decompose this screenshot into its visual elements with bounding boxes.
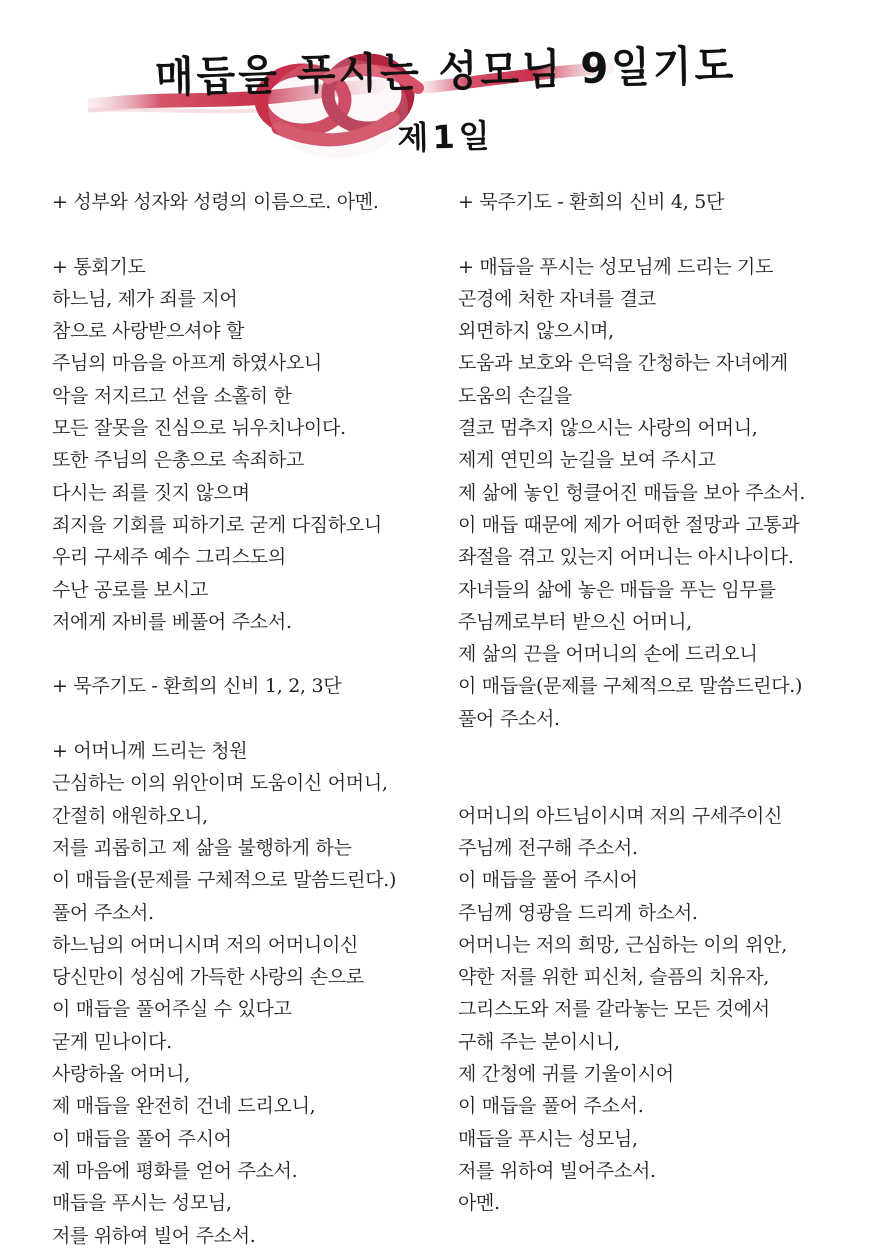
header [0,0,891,185]
prayer-line: 어머니는 저의 희망, 근심하는 이의 위안, [458,933,788,956]
prayer-line: 저를 위하여 빌어주소서. [458,1159,656,1182]
blank-line [52,638,462,670]
prayer-line: 좌절을 겪고 있는지 어머니는 아시나이다. [458,546,794,569]
prayer-line: 저에게 자비를 베풀어 주소서. [52,610,292,633]
prayer-line: 수난 공로를 보시고 [52,578,208,601]
prayer-line: 어머니의 아드님이시며 저의 구세주이신 [458,804,783,827]
blank-line [458,767,868,799]
prayer-line: 제 간청에 귀를 기울이시어 [458,1063,674,1086]
prayer-line: 제 삶에 놓인 헝클어진 매듭을 보아 주소서. [458,481,806,504]
prayer-line: 우리 구세주 예수 그리스도의 [52,546,286,569]
prayer-line: 근심하는 이의 위안이며 도움이신 어머니, [52,772,388,795]
prayer-heading: + 묵주기도 - 환희의 신비 4, 5단 [458,191,725,213]
prayer-line: 이 매듭 때문에 제가 어떠한 절망과 고통과 [458,513,800,536]
prayer-line: 곤경에 처한 자녀를 결코 [458,287,656,310]
prayer-line: 주님께 영광을 드리게 하소서. [458,901,698,924]
prayer-line: 주님께로부터 받으신 어머니, [458,610,692,633]
blank-line [52,703,462,735]
prayer-line: 도움의 손길을 [458,384,573,407]
left-prayer-column [52,186,462,1252]
prayer-line: 외면하지 않으시며, [458,320,614,343]
blank-line [458,735,868,767]
prayer-line: 이 매듭을 풀어 주소서. [458,1095,644,1118]
blank-line [52,218,462,250]
prayer-line: 제게 연민의 눈길을 보여 주시고 [458,449,716,472]
prayer-line: 이 매듭을(문제를 구체적으로 말씀드린다.) [458,675,803,698]
prayer-line: 다시는 죄를 짓지 않으며 [52,481,250,504]
prayer-line: 제 매듭을 완전히 건네 드리오니, [52,1095,316,1118]
prayer-line: 저를 괴롭히고 제 삶을 불행하게 하는 [52,836,352,859]
prayer-line: 간절히 애원하오니, [52,804,208,827]
right-prayer-column [458,186,868,1220]
blank-line [458,218,868,250]
prayer-line: 주님의 마음을 아프게 하였사오니 [52,352,322,375]
prayer-line: 풀어 주소서. [458,707,560,730]
prayer-line: 참으로 사랑받으셔야 할 [52,320,245,343]
prayer-line: 이 매듭을(문제를 구체적으로 말씀드린다.) [52,869,397,892]
day-subtitle: 제1일 [397,116,495,158]
prayer-line: 제 삶의 끈을 어머니의 손에 드리오니 [458,643,758,666]
prayer-line: 아멘. [458,1192,500,1215]
prayer-line: 제 마음에 평화를 얻어 주소서. [52,1159,298,1182]
prayer-line: 당신만이 성심에 가득한 사랑의 손으로 [52,966,364,989]
prayer-heading: + 매듭을 푸시는 성모님께 드리는 기도 [458,255,774,278]
prayer-line: 풀어 주소서. [52,901,154,924]
prayer-line: 죄지을 기회를 피하기로 굳게 다짐하오니 [52,513,382,536]
prayer-line: 결코 멈추지 않으시는 사랑의 어머니, [458,417,758,440]
prayer-line: 자녀들의 삶에 놓은 매듭을 푸는 임무를 [458,578,776,601]
prayer-line: 매듭을 푸시는 성모님, [458,1127,638,1150]
page-title: 매듭을 푸시는 성모님 9일기도 [154,41,737,103]
prayer-line: 이 매듭을 풀어 주시어 [458,869,638,892]
prayer-heading: + 성부와 성자와 성령의 이름으로. 아멘. [52,191,379,213]
prayer-line: 저를 위하여 빌어 주소서. [52,1224,256,1247]
prayer-heading: + 통회기도 [52,255,146,278]
prayer-line: 또한 주님의 은총으로 속죄하고 [52,449,304,472]
prayer-line: 약한 저를 위한 피신처, 슬픔의 치유자, [458,966,769,989]
prayer-line: 하느님의 어머니시며 저의 어머니이신 [52,933,359,956]
prayer-line: 모든 잘못을 진심으로 뉘우치나이다. [52,417,346,440]
prayer-line: 이 매듭을 풀어 주시어 [52,1127,232,1150]
prayer-line: 이 매듭을 풀어주실 수 있다고 [52,998,292,1021]
prayer-line: 사랑하올 어머니, [52,1063,190,1086]
prayer-line: 악을 저지르고 선을 소홀히 한 [52,384,292,407]
prayer-line: 도움과 보호와 은덕을 간청하는 자녀에게 [458,352,788,375]
prayer-line: 매듭을 푸시는 성모님, [52,1192,232,1215]
prayer-line: 하느님, 제가 죄를 지어 [52,287,238,310]
prayer-line: 주님께 전구해 주소서. [458,836,638,859]
prayer-line: 굳게 믿나이다. [52,1030,172,1053]
prayer-heading: + 묵주기도 - 환희의 신비 1, 2, 3단 [52,675,342,698]
prayer-line: 구해 주는 분이시니, [458,1030,620,1053]
prayer-heading: + 어머니께 드리는 청원 [52,740,248,763]
prayer-line: 그리스도와 저를 갈라놓는 모든 것에서 [458,998,770,1021]
